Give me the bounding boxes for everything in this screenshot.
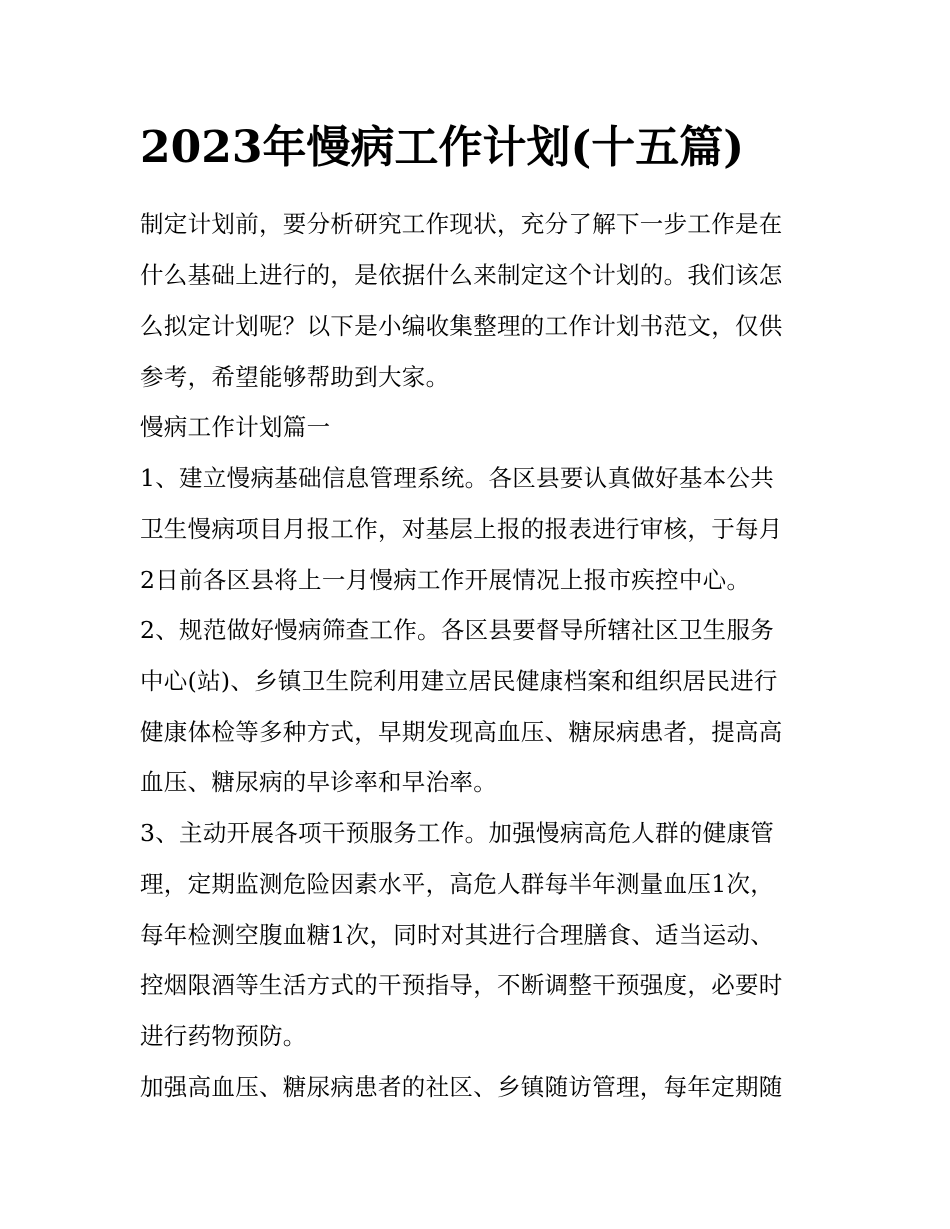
text-line: 加强高血压、糖尿病患者的社区、乡镇随访管理，每年定期随: [140, 1073, 783, 1101]
text-line: 每年检测空腹血糖1次，同时对其进行合理膳食、适当运动、: [140, 921, 775, 949]
text-line: 理，定期监测危险因素水平，高危人群每半年测量血压1次，: [140, 870, 775, 898]
text-line: 什么基础上进行的，是依据什么来制定这个计划的。我们该怎: [140, 261, 783, 289]
text-line: 进行药物预防。: [140, 1022, 307, 1050]
text-line: 制定计划前，要分析研究工作现状，充分了解下一步工作是在: [140, 210, 783, 238]
text-line: 控烟限酒等生活方式的干预指导，不断调整干预强度，必要时: [140, 971, 783, 999]
text-line: 中心(站)、乡镇卫生院利用建立居民健康档案和组织居民进行: [140, 667, 778, 695]
text-line: 2日前各区县将上一月慢病工作开展情况上报市疾控中心。: [140, 566, 751, 594]
text-line: 1、建立慢病基础信息管理系统。各区县要认真做好基本公共: [140, 464, 775, 492]
text-line: 卫生慢病项目月报工作，对基层上报的报表进行审核，于每月: [140, 515, 783, 543]
text-line: 参考，希望能够帮助到大家。: [140, 363, 450, 391]
text-line: 3、主动开展各项干预服务工作。加强慢病高危人群的健康管: [140, 819, 775, 847]
text-line: 血压、糖尿病的早诊率和早治率。: [140, 768, 497, 796]
text-line: 2、规范做好慢病筛查工作。各区县要督导所辖社区卫生服务: [140, 616, 775, 644]
section-heading: 慢病工作计划篇一: [140, 413, 331, 441]
document-title: 2023年慢病工作计划(十五篇): [140, 122, 745, 173]
text-line: 健康体检等多种方式，早期发现高血压、糖尿病患者，提高高: [140, 718, 783, 746]
text-line: 么拟定计划呢？以下是小编收集整理的工作计划书范文，仅供: [140, 312, 783, 340]
